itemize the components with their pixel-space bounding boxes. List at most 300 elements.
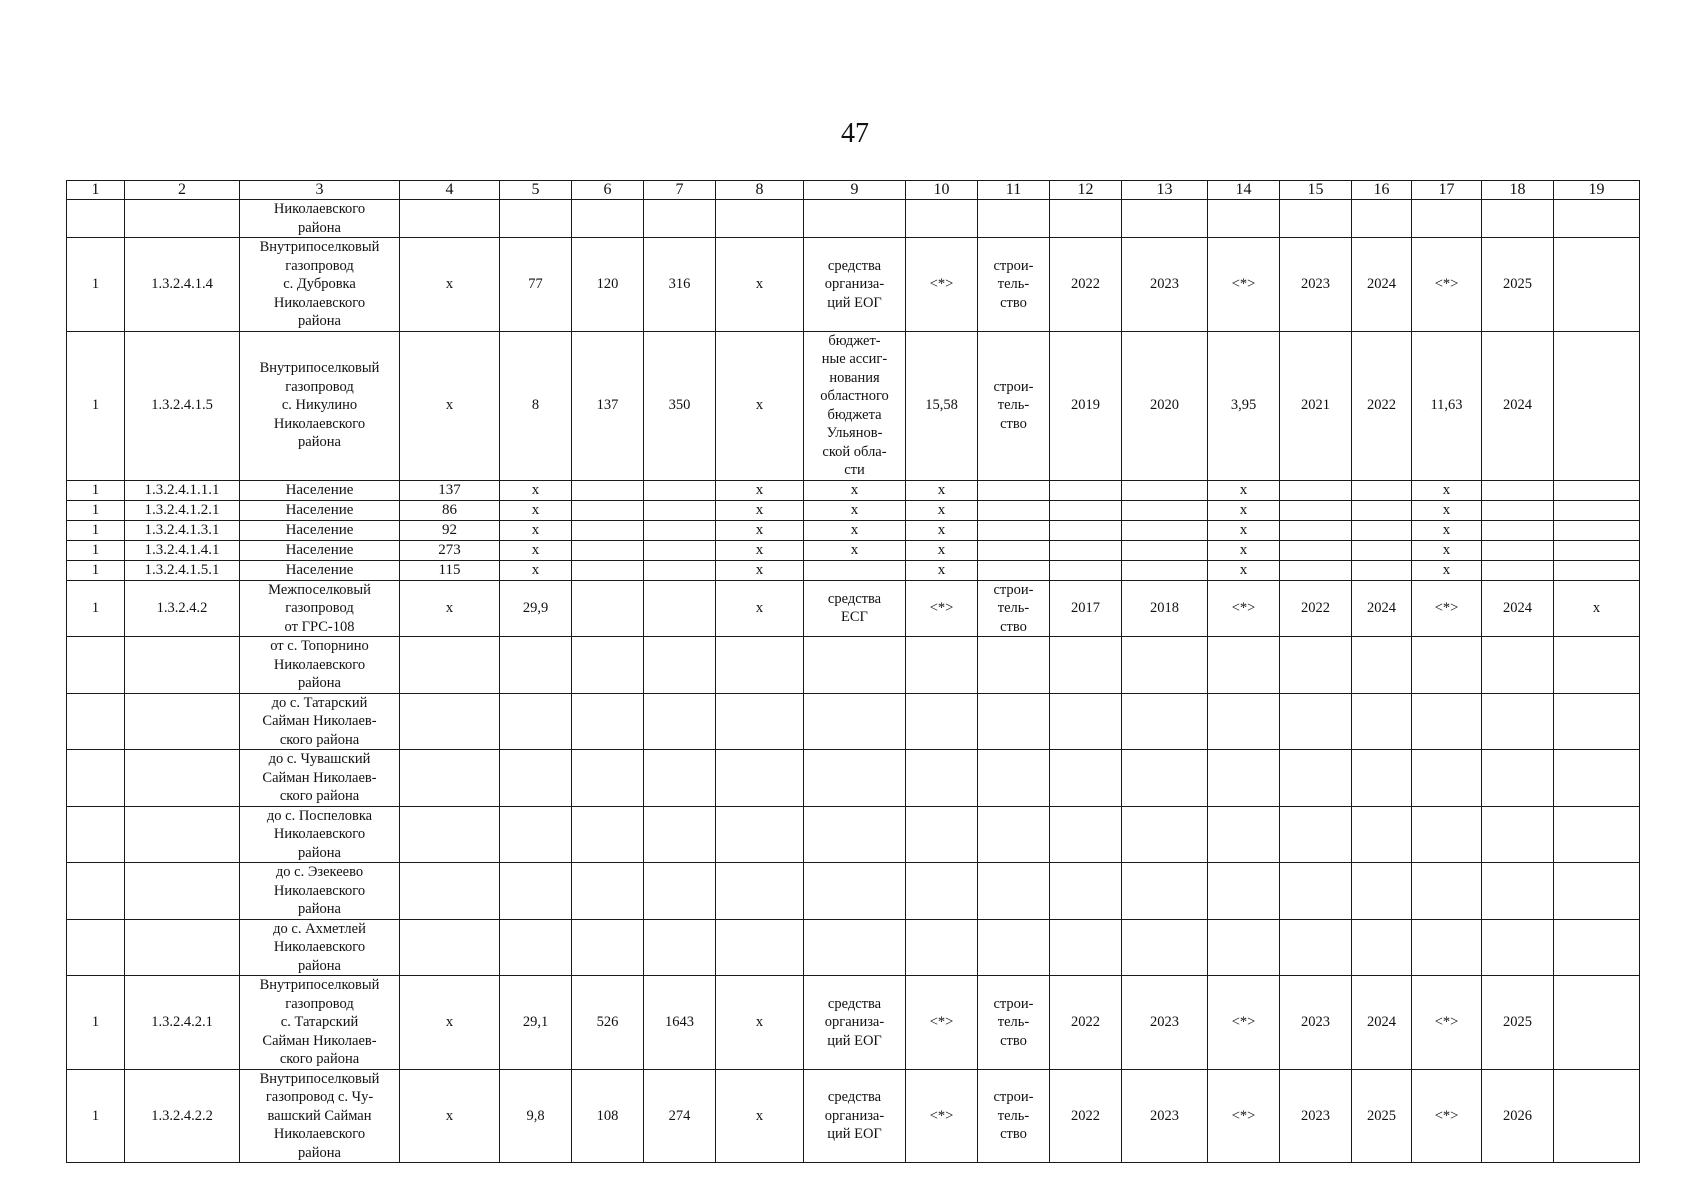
- table-cell: 1.3.2.4.2: [125, 580, 240, 637]
- table-cell: [572, 500, 644, 520]
- table-cell: [125, 693, 240, 750]
- table-cell: [1554, 200, 1640, 238]
- table-cell: [1050, 750, 1122, 807]
- table-cell: 1.3.2.4.1.5.1: [125, 560, 240, 580]
- table-cell: 1.3.2.4.2.1: [125, 976, 240, 1070]
- table-cell: 2024: [1482, 331, 1554, 480]
- table-cell: [400, 919, 500, 976]
- table-cell: [1412, 693, 1482, 750]
- table-cell: Внутрипоселковый газопровод с. Чу- вашский Сайман Николаевского района: [240, 1069, 400, 1163]
- table-cell: <*>: [1412, 580, 1482, 637]
- table-cell: [906, 637, 978, 694]
- table-cell: x: [716, 520, 804, 540]
- table-cell: <*>: [906, 580, 978, 637]
- table-cell: до с. Поспеловка Николаевского района: [240, 806, 400, 863]
- table-cell: [1412, 637, 1482, 694]
- table-cell: 137: [572, 331, 644, 480]
- table-cell: x: [716, 238, 804, 332]
- table-cell: 2019: [1050, 331, 1122, 480]
- table-cell: Внутрипоселковый газопровод с. Татарский Сайман Николаев- ского района: [240, 976, 400, 1070]
- column-header: 19: [1554, 181, 1640, 200]
- table-cell: [1554, 520, 1640, 540]
- table-cell: строи- тель- ство: [978, 580, 1050, 637]
- table-cell: [978, 520, 1050, 540]
- table-cell: x: [804, 520, 906, 540]
- table-cell: [804, 560, 906, 580]
- table-cell: x: [500, 540, 572, 560]
- table-cell: 316: [644, 238, 716, 332]
- table-cell: 108: [572, 1069, 644, 1163]
- table-cell: [1208, 750, 1280, 807]
- table-cell: x: [716, 331, 804, 480]
- column-header: 11: [978, 181, 1050, 200]
- table-cell: [978, 750, 1050, 807]
- table-cell: [1482, 637, 1554, 694]
- table-cell: x: [716, 560, 804, 580]
- table-cell: [1352, 540, 1412, 560]
- table-cell: 1: [67, 480, 125, 500]
- table-cell: [67, 863, 125, 920]
- table-cell: бюджет- ные ассиг- нования областного бюджета Ульянов- ской обла- сти: [804, 331, 906, 480]
- table-cell: 1.3.2.4.1.3.1: [125, 520, 240, 540]
- table-cell: [1050, 693, 1122, 750]
- table-cell: [1412, 200, 1482, 238]
- table-cell: [1050, 540, 1122, 560]
- table-cell: [1482, 560, 1554, 580]
- table-row: [67, 200, 1640, 238]
- table-cell: [125, 863, 240, 920]
- table-cell: 1.3.2.4.1.5: [125, 331, 240, 480]
- table-cell: [1122, 693, 1208, 750]
- table-cell: [1554, 750, 1640, 807]
- table-cell: [1412, 806, 1482, 863]
- table-cell: [1412, 919, 1482, 976]
- table-row: [67, 693, 1640, 750]
- table-row: [67, 331, 1640, 480]
- table-cell: средства организа- ций ЕОГ: [804, 238, 906, 332]
- table-cell: 2021: [1280, 331, 1352, 480]
- table-cell: [1482, 540, 1554, 560]
- table-cell: x: [1412, 480, 1482, 500]
- table-cell: [1280, 560, 1352, 580]
- table-cell: <*>: [1208, 1069, 1280, 1163]
- table-cell: 2023: [1280, 1069, 1352, 1163]
- column-header: 12: [1050, 181, 1122, 200]
- table-cell: x: [400, 1069, 500, 1163]
- table-cell: [500, 863, 572, 920]
- table-cell: 86: [400, 500, 500, 520]
- table-cell: строи- тель- ство: [978, 976, 1050, 1070]
- table-cell: [67, 693, 125, 750]
- table-cell: [67, 919, 125, 976]
- column-header: 1: [67, 181, 125, 200]
- table-cell: 2024: [1352, 238, 1412, 332]
- table-cell: x: [906, 480, 978, 500]
- table-cell: 2018: [1122, 580, 1208, 637]
- table-cell: Николаевского района: [240, 200, 400, 238]
- table-cell: [1122, 919, 1208, 976]
- table-cell: [67, 637, 125, 694]
- table-cell: [1050, 919, 1122, 976]
- table-cell: 2025: [1352, 1069, 1412, 1163]
- table-cell: [500, 693, 572, 750]
- table-cell: 273: [400, 540, 500, 560]
- table-cell: [1482, 806, 1554, 863]
- table-cell: [906, 863, 978, 920]
- table-cell: [500, 750, 572, 807]
- table-cell: [644, 540, 716, 560]
- table-cell: 29,9: [500, 580, 572, 637]
- table-cell: [1554, 560, 1640, 580]
- table-cell: [1482, 500, 1554, 520]
- table-cell: [1352, 806, 1412, 863]
- column-header: 10: [906, 181, 978, 200]
- table-cell: [716, 200, 804, 238]
- table-cell: x: [1412, 520, 1482, 540]
- table-cell: [1208, 693, 1280, 750]
- table-row: [67, 580, 1640, 637]
- table-cell: до с. Ахметлей Николаевского района: [240, 919, 400, 976]
- table-cell: [400, 806, 500, 863]
- table-cell: [125, 637, 240, 694]
- column-header: 4: [400, 181, 500, 200]
- table-cell: x: [804, 540, 906, 560]
- table-cell: <*>: [1412, 1069, 1482, 1163]
- table-cell: 1.3.2.4.1.1.1: [125, 480, 240, 500]
- table-cell: 8: [500, 331, 572, 480]
- table-cell: [1050, 560, 1122, 580]
- table-cell: 1.3.2.4.1.4: [125, 238, 240, 332]
- table-cell: 120: [572, 238, 644, 332]
- table-row: [67, 750, 1640, 807]
- table-cell: 2024: [1352, 976, 1412, 1070]
- table-cell: x: [804, 500, 906, 520]
- table-cell: [1122, 520, 1208, 540]
- table-cell: [1280, 520, 1352, 540]
- table-cell: [1352, 560, 1412, 580]
- table-cell: 274: [644, 1069, 716, 1163]
- table-cell: средства ЕСГ: [804, 580, 906, 637]
- table-cell: [1554, 540, 1640, 560]
- table-cell: [978, 480, 1050, 500]
- table-cell: [644, 919, 716, 976]
- table-cell: <*>: [1208, 238, 1280, 332]
- table-cell: x: [1412, 540, 1482, 560]
- table-cell: [804, 750, 906, 807]
- table-cell: Население: [240, 540, 400, 560]
- table-cell: [1554, 637, 1640, 694]
- table-cell: [400, 200, 500, 238]
- table-cell: [500, 200, 572, 238]
- table-cell: [572, 540, 644, 560]
- table-header-row: [67, 181, 1640, 200]
- table-cell: [125, 750, 240, 807]
- table-cell: [1122, 200, 1208, 238]
- table-cell: 1: [67, 500, 125, 520]
- table-cell: [1122, 560, 1208, 580]
- table-cell: [1554, 919, 1640, 976]
- table-cell: [716, 637, 804, 694]
- table-cell: [644, 520, 716, 540]
- table-cell: x: [906, 540, 978, 560]
- table-cell: 1: [67, 580, 125, 637]
- table-cell: x: [400, 331, 500, 480]
- table-cell: [1352, 750, 1412, 807]
- table-cell: x: [1208, 500, 1280, 520]
- table-cell: [572, 693, 644, 750]
- table-cell: <*>: [1208, 580, 1280, 637]
- column-header: 13: [1122, 181, 1208, 200]
- table-cell: [1280, 200, 1352, 238]
- table-cell: 2022: [1352, 331, 1412, 480]
- column-header: 14: [1208, 181, 1280, 200]
- table-cell: 350: [644, 331, 716, 480]
- table-cell: [1482, 750, 1554, 807]
- table-cell: 1643: [644, 976, 716, 1070]
- column-header: 6: [572, 181, 644, 200]
- table-cell: 2026: [1482, 1069, 1554, 1163]
- table-cell: 2025: [1482, 238, 1554, 332]
- table-cell: строи- тель- ство: [978, 331, 1050, 480]
- table-cell: [572, 750, 644, 807]
- table-cell: [978, 693, 1050, 750]
- table-cell: 77: [500, 238, 572, 332]
- table-cell: [125, 806, 240, 863]
- table-cell: [400, 863, 500, 920]
- table-cell: [804, 863, 906, 920]
- table-cell: x: [400, 238, 500, 332]
- table-cell: [1280, 806, 1352, 863]
- table-cell: 1: [67, 560, 125, 580]
- table-cell: [1352, 919, 1412, 976]
- table-cell: x: [716, 540, 804, 560]
- table-cell: x: [1412, 500, 1482, 520]
- table-cell: <*>: [906, 238, 978, 332]
- column-header: 15: [1280, 181, 1352, 200]
- table-cell: [644, 580, 716, 637]
- table-cell: [1482, 480, 1554, 500]
- table-cell: 2023: [1122, 1069, 1208, 1163]
- column-header: 2: [125, 181, 240, 200]
- table-cell: 1: [67, 520, 125, 540]
- population-row: [67, 480, 1640, 500]
- table-cell: [978, 806, 1050, 863]
- table-cell: Межпоселковый газопровод от ГРС-108: [240, 580, 400, 637]
- table-cell: 2022: [1050, 976, 1122, 1070]
- population-row: [67, 560, 1640, 580]
- table-cell: строи- тель- ство: [978, 238, 1050, 332]
- table-cell: x: [500, 560, 572, 580]
- table-cell: средства организа- ций ЕОГ: [804, 976, 906, 1070]
- table-cell: x: [1208, 540, 1280, 560]
- table-cell: [67, 200, 125, 238]
- table-cell: [1122, 750, 1208, 807]
- table-cell: 15,58: [906, 331, 978, 480]
- table-cell: средства организа- ций ЕОГ: [804, 1069, 906, 1163]
- table-cell: Население: [240, 480, 400, 500]
- table-cell: [716, 806, 804, 863]
- table-cell: x: [400, 976, 500, 1070]
- table-cell: 137: [400, 480, 500, 500]
- table-cell: [906, 693, 978, 750]
- table-cell: [1280, 540, 1352, 560]
- table-cell: <*>: [1208, 976, 1280, 1070]
- table-cell: 2022: [1050, 238, 1122, 332]
- table-cell: [400, 693, 500, 750]
- table-cell: <*>: [906, 1069, 978, 1163]
- table-cell: [1280, 919, 1352, 976]
- table-cell: x: [1554, 580, 1640, 637]
- table-cell: [716, 693, 804, 750]
- table-cell: [1554, 331, 1640, 480]
- column-header: 3: [240, 181, 400, 200]
- table-cell: [1352, 520, 1412, 540]
- table-cell: [644, 863, 716, 920]
- table-cell: [978, 863, 1050, 920]
- table-cell: [67, 806, 125, 863]
- table-cell: [1208, 806, 1280, 863]
- table-cell: [1050, 500, 1122, 520]
- table-cell: [1122, 637, 1208, 694]
- table-cell: [1280, 500, 1352, 520]
- table-cell: [1554, 863, 1640, 920]
- table-cell: x: [716, 580, 804, 637]
- table-cell: x: [1208, 520, 1280, 540]
- table-cell: [1280, 693, 1352, 750]
- table-cell: [644, 806, 716, 863]
- table-cell: [1554, 500, 1640, 520]
- table-cell: [500, 637, 572, 694]
- table-cell: [978, 500, 1050, 520]
- table-cell: Внутрипоселковый газопровод с. Никулино Николаевского района: [240, 331, 400, 480]
- column-header: 8: [716, 181, 804, 200]
- table-cell: 2017: [1050, 580, 1122, 637]
- table-cell: [1122, 863, 1208, 920]
- table-cell: 2023: [1122, 238, 1208, 332]
- table-cell: 11,63: [1412, 331, 1482, 480]
- table-cell: 3,95: [1208, 331, 1280, 480]
- table-row: [67, 637, 1640, 694]
- table-cell: [1280, 863, 1352, 920]
- column-header: 5: [500, 181, 572, 200]
- table-cell: x: [906, 560, 978, 580]
- table-cell: [1050, 806, 1122, 863]
- table-cell: [1050, 520, 1122, 540]
- table-cell: [1280, 480, 1352, 500]
- table-cell: x: [1208, 480, 1280, 500]
- table-cell: [1122, 806, 1208, 863]
- table-cell: [125, 919, 240, 976]
- table-cell: [400, 750, 500, 807]
- table-row: [67, 1069, 1640, 1163]
- table-cell: 2025: [1482, 976, 1554, 1070]
- table-cell: [572, 520, 644, 540]
- table-cell: [644, 560, 716, 580]
- table-cell: [804, 919, 906, 976]
- table-cell: 9,8: [500, 1069, 572, 1163]
- table-cell: x: [804, 480, 906, 500]
- table-cell: [978, 560, 1050, 580]
- table-cell: [572, 919, 644, 976]
- data-table: [66, 180, 1640, 1163]
- table-cell: [804, 693, 906, 750]
- table-cell: [500, 806, 572, 863]
- table-cell: [1122, 540, 1208, 560]
- table-cell: [125, 200, 240, 238]
- table-cell: [1208, 637, 1280, 694]
- table-cell: x: [716, 500, 804, 520]
- table-cell: [906, 919, 978, 976]
- table-cell: [1352, 863, 1412, 920]
- table-cell: [906, 750, 978, 807]
- table-cell: Население: [240, 500, 400, 520]
- table-cell: [1554, 976, 1640, 1070]
- table-cell: [1412, 750, 1482, 807]
- table-cell: x: [1208, 560, 1280, 580]
- table-cell: [1554, 693, 1640, 750]
- table-cell: [572, 480, 644, 500]
- table-cell: [572, 200, 644, 238]
- table-cell: 2020: [1122, 331, 1208, 480]
- table-cell: [1352, 200, 1412, 238]
- table-cell: [1280, 750, 1352, 807]
- table-cell: 1.3.2.4.1.4.1: [125, 540, 240, 560]
- table-cell: Население: [240, 560, 400, 580]
- table-cell: 2023: [1280, 238, 1352, 332]
- table-cell: [644, 500, 716, 520]
- column-header: 17: [1412, 181, 1482, 200]
- table-cell: [906, 806, 978, 863]
- table-cell: [572, 580, 644, 637]
- table-cell: 1: [67, 1069, 125, 1163]
- table-cell: [978, 637, 1050, 694]
- table-cell: 1: [67, 540, 125, 560]
- table-cell: 2024: [1482, 580, 1554, 637]
- table-cell: [400, 637, 500, 694]
- table-cell: 2022: [1280, 580, 1352, 637]
- table-cell: [1554, 806, 1640, 863]
- table-cell: 1: [67, 331, 125, 480]
- table-cell: [1554, 480, 1640, 500]
- table-cell: [1482, 919, 1554, 976]
- table-cell: [1050, 200, 1122, 238]
- table-cell: [1280, 637, 1352, 694]
- table-cell: x: [400, 580, 500, 637]
- table-cell: [1482, 693, 1554, 750]
- table-cell: [978, 919, 1050, 976]
- column-header: 7: [644, 181, 716, 200]
- table-cell: от с. Топорнино Николаевского района: [240, 637, 400, 694]
- table-cell: [1482, 520, 1554, 540]
- table-cell: 1.3.2.4.1.2.1: [125, 500, 240, 520]
- table-cell: [1122, 480, 1208, 500]
- population-row: [67, 540, 1640, 560]
- table-cell: [1208, 200, 1280, 238]
- table-cell: [1208, 919, 1280, 976]
- table-cell: [1352, 480, 1412, 500]
- table-cell: [1554, 1069, 1640, 1163]
- table-cell: <*>: [1412, 238, 1482, 332]
- table-cell: [572, 863, 644, 920]
- table-cell: [1482, 863, 1554, 920]
- table-cell: x: [716, 1069, 804, 1163]
- table-cell: [1050, 637, 1122, 694]
- table-cell: [1352, 500, 1412, 520]
- table-cell: 92: [400, 520, 500, 540]
- column-header: 9: [804, 181, 906, 200]
- table-cell: [1554, 238, 1640, 332]
- table-cell: [67, 750, 125, 807]
